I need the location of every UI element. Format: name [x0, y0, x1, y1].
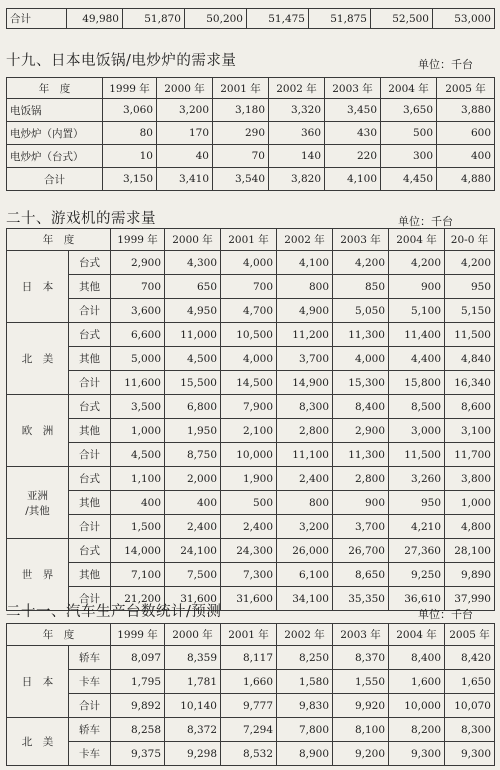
table-row	[7, 347, 495, 371]
cell: 500	[221, 491, 277, 515]
cell: 11,700	[445, 443, 495, 467]
cell: 1,550	[333, 670, 389, 694]
table-row	[7, 718, 495, 742]
cell: 8,650	[333, 563, 389, 587]
cell: 8,097	[111, 646, 165, 670]
cell: 11,500	[445, 323, 495, 347]
cell: 4,400	[389, 347, 445, 371]
cell: 1,600	[389, 670, 445, 694]
cell: 1,500	[111, 515, 165, 539]
row-label: 台式	[69, 539, 111, 563]
cell: 14,000	[111, 539, 165, 563]
cell: 8,420	[445, 646, 495, 670]
cell: 26,000	[277, 539, 333, 563]
cell: 600	[437, 122, 495, 145]
cell: 2,100	[221, 419, 277, 443]
cell: 3,180	[213, 99, 269, 122]
cell: 36,610	[389, 587, 445, 611]
cell: 11,200	[277, 323, 333, 347]
cell: 3,000	[389, 419, 445, 443]
cell: 14,900	[277, 371, 333, 395]
column-header: 2005 年	[437, 78, 495, 99]
cell: 3,600	[111, 299, 165, 323]
cell: 3,800	[445, 467, 495, 491]
cell: 51,875	[309, 9, 371, 29]
cell: 8,900	[277, 742, 333, 766]
cell: 9,300	[445, 742, 495, 766]
cell: 7,300	[221, 563, 277, 587]
column-header: 2004 年	[389, 229, 445, 251]
cell: 8,750	[165, 443, 221, 467]
region-label: 日 本	[7, 646, 69, 718]
cell: 8,500	[389, 395, 445, 419]
cell: 80	[103, 122, 157, 145]
region-label: 日 本	[7, 251, 69, 323]
row-label: 其他	[69, 491, 111, 515]
cell: 950	[445, 275, 495, 299]
cell: 53,000	[433, 9, 495, 29]
cell: 50,200	[185, 9, 247, 29]
region-label: 欧 洲	[7, 395, 69, 467]
section-19-unit: 单位：千台	[418, 58, 473, 71]
cell: 3,880	[437, 99, 495, 122]
cell: 10,140	[165, 694, 221, 718]
section-19-title: 十九、日本电饭锅/电炒炉的需求量	[6, 53, 237, 69]
cell: 700	[111, 275, 165, 299]
cell: 9,300	[389, 742, 445, 766]
cell: 15,300	[333, 371, 389, 395]
cell: 300	[381, 145, 437, 168]
row-label: 合计	[69, 694, 111, 718]
cell: 34,100	[277, 587, 333, 611]
table-row	[7, 419, 495, 443]
cell: 8,400	[389, 646, 445, 670]
table-row	[7, 168, 495, 191]
column-header: 2000 年	[157, 78, 213, 99]
cell: 70	[213, 145, 269, 168]
row-label: 合计	[69, 443, 111, 467]
cell: 7,294	[221, 718, 277, 742]
table-row	[7, 395, 495, 419]
row-label: 卡车	[69, 742, 111, 766]
cell: 4,840	[445, 347, 495, 371]
cell: 170	[157, 122, 213, 145]
table-row	[7, 299, 495, 323]
cell: 27,360	[389, 539, 445, 563]
cell: 8,300	[277, 395, 333, 419]
table-row	[7, 515, 495, 539]
cell: 3,410	[157, 168, 213, 191]
column-header: 2001 年	[221, 624, 277, 646]
cell: 1,795	[111, 670, 165, 694]
region-label: 北 美	[7, 323, 69, 395]
table-row	[7, 145, 495, 168]
cell: 9,298	[165, 742, 221, 766]
cell: 800	[277, 275, 333, 299]
cell: 2,400	[165, 515, 221, 539]
section-20-unit: 单位：千台	[398, 215, 453, 228]
cell: 3,650	[381, 99, 437, 122]
region-label: 世 界	[7, 539, 69, 611]
cell: 9,892	[111, 694, 165, 718]
cell: 360	[269, 122, 325, 145]
row-label: 轿车	[69, 718, 111, 742]
cell: 400	[437, 145, 495, 168]
cell: 7,100	[111, 563, 165, 587]
cell: 4,200	[389, 251, 445, 275]
cell: 28,100	[445, 539, 495, 563]
top-total-table	[6, 8, 495, 29]
cell: 2,400	[277, 467, 333, 491]
column-header: 2002 年	[277, 624, 333, 646]
cell: 1,950	[165, 419, 221, 443]
column-header: 1999 年	[111, 624, 165, 646]
cell: 1,650	[445, 670, 495, 694]
cell: 900	[389, 275, 445, 299]
cell: 40	[157, 145, 213, 168]
column-header: 2003 年	[333, 624, 389, 646]
cell: 430	[325, 122, 381, 145]
row-label: 台式	[69, 395, 111, 419]
cell: 52,500	[371, 9, 433, 29]
row-label: 其他	[69, 419, 111, 443]
column-header: 2002 年	[269, 78, 325, 99]
cell: 400	[111, 491, 165, 515]
cell: 6,800	[165, 395, 221, 419]
cell: 4,100	[277, 251, 333, 275]
cell: 220	[325, 145, 381, 168]
cell: 3,700	[277, 347, 333, 371]
row-label: 电炒炉（内置）	[7, 122, 103, 145]
section-20-title: 二十、游戏机的需求量	[6, 211, 156, 227]
cell: 3,500	[111, 395, 165, 419]
cell: 1,580	[277, 670, 333, 694]
cell: 4,800	[445, 515, 495, 539]
cell: 3,200	[157, 99, 213, 122]
cell: 3,200	[277, 515, 333, 539]
cell: 2,800	[333, 467, 389, 491]
row-label: 电饭锅	[7, 99, 103, 122]
cell: 3,060	[103, 99, 157, 122]
cell: 10,000	[221, 443, 277, 467]
cell: 8,250	[277, 646, 333, 670]
cell: 10	[103, 145, 157, 168]
cell: 35,350	[333, 587, 389, 611]
car-production-table	[6, 623, 495, 766]
cell: 4,500	[165, 347, 221, 371]
row-label: 合计	[7, 168, 103, 191]
cell: 4,950	[165, 299, 221, 323]
cell: 8,300	[445, 718, 495, 742]
cell: 3,260	[389, 467, 445, 491]
cell: 6,600	[111, 323, 165, 347]
cell: 650	[165, 275, 221, 299]
column-header: 2003 年	[333, 229, 389, 251]
cell: 850	[333, 275, 389, 299]
table-row	[7, 491, 495, 515]
column-header: 2001 年	[221, 229, 277, 251]
cell: 8,117	[221, 646, 277, 670]
cell: 11,300	[333, 443, 389, 467]
table-row	[7, 275, 495, 299]
cell: 5,150	[445, 299, 495, 323]
table-row	[7, 122, 495, 145]
table-row	[7, 443, 495, 467]
cell: 1,000	[445, 491, 495, 515]
cell: 4,300	[165, 251, 221, 275]
row-label: 卡车	[69, 670, 111, 694]
cell: 10,000	[389, 694, 445, 718]
cell: 2,900	[333, 419, 389, 443]
row-label: 台式	[69, 323, 111, 347]
cell: 3,450	[325, 99, 381, 122]
cell: 700	[221, 275, 277, 299]
cell: 9,920	[333, 694, 389, 718]
cell: 7,800	[277, 718, 333, 742]
cell: 31,600	[165, 587, 221, 611]
cell: 7,500	[165, 563, 221, 587]
cell: 8,359	[165, 646, 221, 670]
cell: 14,500	[221, 371, 277, 395]
table-row	[7, 99, 495, 122]
column-header: 2004 年	[389, 624, 445, 646]
table-row	[7, 467, 495, 491]
row-label: 合计	[69, 515, 111, 539]
game-console-demand-table	[6, 228, 495, 611]
cell: 4,200	[333, 251, 389, 275]
table-header-row	[7, 624, 495, 646]
cell: 4,000	[333, 347, 389, 371]
cell: 3,820	[269, 168, 325, 191]
cell: 5,000	[111, 347, 165, 371]
cell: 26,700	[333, 539, 389, 563]
cell: 8,600	[445, 395, 495, 419]
cell: 4,000	[221, 347, 277, 371]
cell: 1,900	[221, 467, 277, 491]
cell: 4,700	[221, 299, 277, 323]
table-row	[7, 742, 495, 766]
table-row	[7, 694, 495, 718]
column-header: 2000 年	[165, 624, 221, 646]
column-header: 2000 年	[165, 229, 221, 251]
cell: 5,100	[389, 299, 445, 323]
column-header: 年 度	[7, 78, 103, 99]
cell: 51,870	[123, 9, 185, 29]
cell: 21,200	[111, 587, 165, 611]
cell: 5,050	[333, 299, 389, 323]
cell: 4,100	[325, 168, 381, 191]
cell: 37,990	[445, 587, 495, 611]
cell: 4,880	[437, 168, 495, 191]
cell: 4,900	[277, 299, 333, 323]
cell: 11,300	[333, 323, 389, 347]
cell: 140	[269, 145, 325, 168]
section-21-unit: 单位：千台	[418, 608, 473, 621]
table-row	[7, 251, 495, 275]
cell: 51,475	[247, 9, 309, 29]
cell: 4,000	[221, 251, 277, 275]
cell: 3,320	[269, 99, 325, 122]
row-label: 台式	[69, 467, 111, 491]
cell: 7,900	[221, 395, 277, 419]
cell: 9,890	[445, 563, 495, 587]
column-header: 2002 年	[277, 229, 333, 251]
cell: 10,070	[445, 694, 495, 718]
cell: 9,200	[333, 742, 389, 766]
column-header: 年 度	[7, 229, 111, 251]
column-header: 年 度	[7, 624, 111, 646]
column-header: 2001 年	[213, 78, 269, 99]
cell: 1,100	[111, 467, 165, 491]
cell: 8,200	[389, 718, 445, 742]
cell: 9,250	[389, 563, 445, 587]
column-header: 2004 年	[381, 78, 437, 99]
cell: 8,370	[333, 646, 389, 670]
cell: 8,400	[333, 395, 389, 419]
cell: 24,100	[165, 539, 221, 563]
cell: 4,210	[389, 515, 445, 539]
row-label: 合计	[69, 587, 111, 611]
cell: 24,300	[221, 539, 277, 563]
cell: 800	[277, 491, 333, 515]
column-header: 2005 年	[445, 624, 495, 646]
table-row	[7, 539, 495, 563]
cell: 11,400	[389, 323, 445, 347]
cell: 11,000	[165, 323, 221, 347]
column-header: 2003 年	[325, 78, 381, 99]
cell: 6,100	[277, 563, 333, 587]
cell: 1,781	[165, 670, 221, 694]
cell: 500	[381, 122, 437, 145]
row-label: 合计	[69, 299, 111, 323]
section-21-title: 二十一、汽车生产台数统计/预测	[6, 604, 222, 620]
cell: 1,000	[111, 419, 165, 443]
row-label: 电炒炉（台式）	[7, 145, 103, 168]
row-label: 其他	[69, 347, 111, 371]
table-row	[7, 563, 495, 587]
cell: 3,150	[103, 168, 157, 191]
cell: 8,100	[333, 718, 389, 742]
cell: 3,540	[213, 168, 269, 191]
cell: 16,340	[445, 371, 495, 395]
row-label: 其他	[69, 275, 111, 299]
table-row	[7, 323, 495, 347]
table-row	[7, 646, 495, 670]
cell: 15,800	[389, 371, 445, 395]
cell: 11,500	[389, 443, 445, 467]
row-label: 台式	[69, 251, 111, 275]
cell: 290	[213, 122, 269, 145]
cell: 11,600	[111, 371, 165, 395]
table-header-row	[7, 78, 495, 99]
cell: 4,200	[445, 251, 495, 275]
row-label: 合计	[7, 9, 67, 29]
cell: 2,000	[165, 467, 221, 491]
cell: 4,500	[111, 443, 165, 467]
cell: 9,777	[221, 694, 277, 718]
table-row	[7, 371, 495, 395]
cell: 1,660	[221, 670, 277, 694]
cell: 8,372	[165, 718, 221, 742]
cell: 31,600	[221, 587, 277, 611]
table-row	[7, 670, 495, 694]
rice-cooker-demand-table	[6, 77, 495, 191]
cell: 2,800	[277, 419, 333, 443]
row-label: 其他	[69, 563, 111, 587]
region-label: 北 美	[7, 718, 69, 766]
cell: 9,830	[277, 694, 333, 718]
row-label: 合计	[69, 371, 111, 395]
cell: 8,258	[111, 718, 165, 742]
region-label: 亚洲 /其他	[7, 467, 69, 539]
column-header: 20-0 年	[445, 229, 495, 251]
column-header: 1999 年	[111, 229, 165, 251]
row-label: 轿车	[69, 646, 111, 670]
column-header: 1999 年	[103, 78, 157, 99]
cell: 11,100	[277, 443, 333, 467]
table-header-row	[7, 229, 495, 251]
cell: 9,375	[111, 742, 165, 766]
cell: 3,100	[445, 419, 495, 443]
cell: 950	[389, 491, 445, 515]
cell: 900	[333, 491, 389, 515]
cell: 8,532	[221, 742, 277, 766]
cell: 49,980	[67, 9, 123, 29]
cell: 3,700	[333, 515, 389, 539]
cell: 400	[165, 491, 221, 515]
table-row	[7, 9, 495, 29]
cell: 15,500	[165, 371, 221, 395]
cell: 2,900	[111, 251, 165, 275]
cell: 10,500	[221, 323, 277, 347]
cell: 4,450	[381, 168, 437, 191]
cell: 2,400	[221, 515, 277, 539]
